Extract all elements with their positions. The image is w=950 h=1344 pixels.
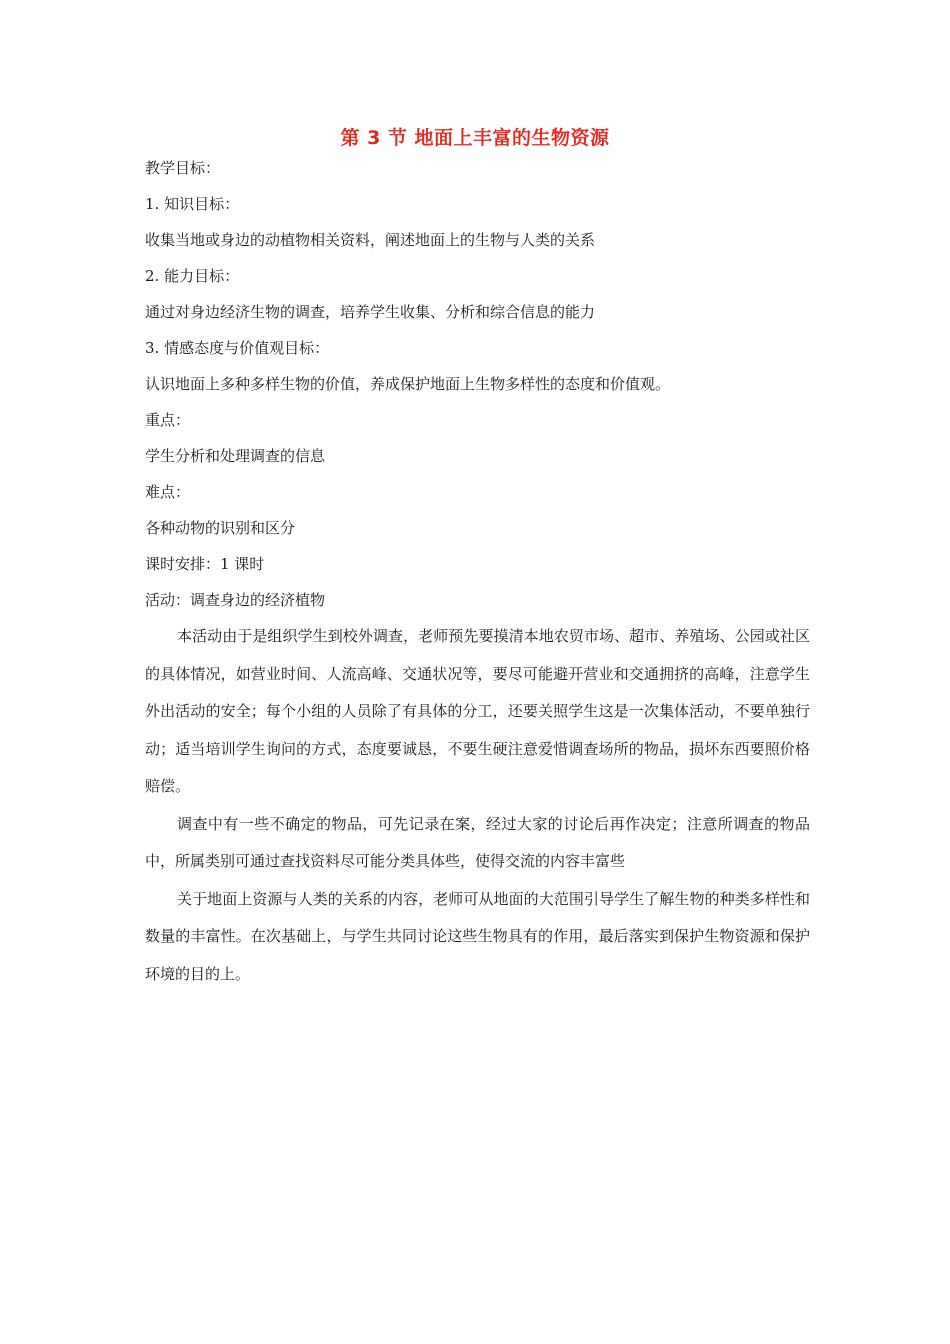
attitude-goal-text: 认识地面上多种多样生物的价值，养成保护地面上生物多样性的态度和价值观。 [145, 375, 671, 393]
key-points-text: 学生分析和处理调查的信息 [145, 447, 326, 465]
ability-goal-text: 通过对身边经济生物的调查，培养学生收集、分析和综合信息的能力 [145, 303, 596, 321]
document-title: 第 3 节 地面上丰富的生物资源 [340, 127, 610, 149]
paragraph-resources-relation: 关于地面上资源与人类的关系的内容，老师可从地面的大范围引导学生了解生物的种类多样性和数量的丰富性。在次基础上，与学生共同讨论这些生物具有的作用，最后落实到保护生物资源和保护环境的目的上。 [145, 889, 810, 983]
heading-ability-goal: 2. 能力目标： [145, 267, 240, 285]
heading-difficulties: 难点： [145, 483, 191, 501]
paragraph-activity-organization: 本活动由于是组织学生到校外调查，老师预先要摸清本地农贸市场、超市、养殖场、公园或社区的具体情况，如营业时间、人流高峰、交通状况等，要尽可能避开营业和交通拥挤的高峰，注意学生外出活动的安全；每个小组的人员除了有具体的分工，还要关照学生这是一次集体活动，不要单独行动；适当培训学生询问的方式，态度要诚恳，不要生硬注意爱惜调查场所的物品，损坏东西要照价格赔偿。 [145, 627, 810, 795]
knowledge-goal-text: 收集当地或身边的动植物相关资料，阐述地面上的生物与人类的关系 [145, 231, 596, 249]
heading-key-points: 重点： [145, 411, 191, 429]
heading-knowledge-goal: 1. 知识目标： [145, 195, 240, 213]
heading-attitude-goal: 3. 情感态度与价值观目标： [145, 339, 330, 357]
heading-teaching-goals: 教学目标： [145, 159, 221, 177]
class-hours: 课时安排：1 课时 [145, 555, 265, 573]
document-body [145, 150, 810, 993]
difficulties-text: 各种动物的识别和区分 [145, 519, 296, 537]
activity-heading: 活动：调查身边的经济植物 [145, 591, 326, 609]
paragraph-uncertain-items: 调查中有一些不确定的物品，可先记录在案，经过大家的讨论后再作决定；注意所调查的物品中，所属类别可通过查找资料尽可能分类具体些，使得交流的内容丰富些 [145, 814, 810, 870]
